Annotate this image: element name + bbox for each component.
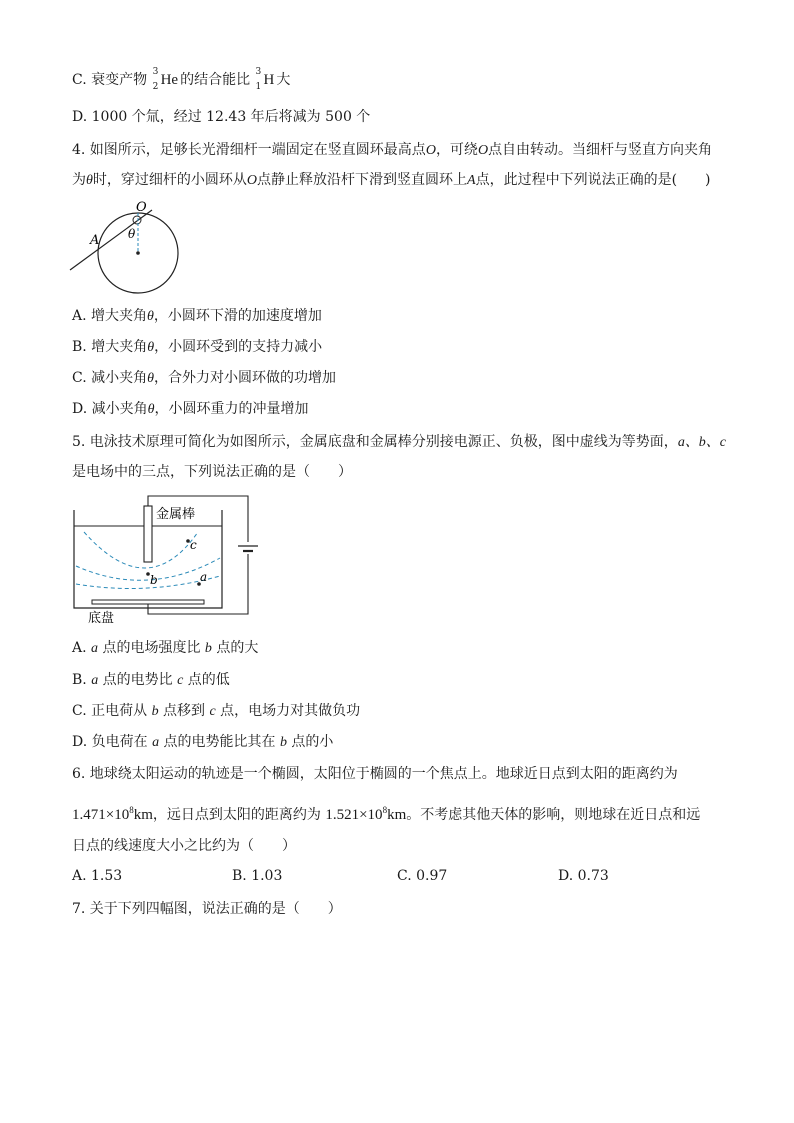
q6-stem-line-1: 6. 地球绕太阳运动的轨迹是一个椭圆，太阳位于椭圆的一个焦点上。地球近日点到太阳的距离约为 [72, 766, 678, 782]
aphelion-distance: $1.521\times 10^8km$ [325, 805, 407, 823]
q4-option-d: D. 减小夹角θ，小圆环重力的冲量增加 [72, 401, 309, 417]
q4-option-b: B. 增大夹角θ，小圆环受到的支持力减小 [72, 339, 323, 355]
q5-stem-line-2: 是电场中的三点，下列说法正确的是（ ） [72, 464, 352, 480]
perihelion-distance: $1.471\times 10^8km$ [72, 805, 153, 823]
q6-stem-line-2: $1.471\times 10^8km$，远日点到太阳的距离约为 $1.521\times 10^8km$。不考虑其他天体的影响，则地球在近日点和远 [72, 805, 701, 823]
tritium-nuclide: 3 1 H [255, 67, 275, 92]
q4-figure-ring-rod [68, 198, 188, 298]
q6-option-a: A. 1.53 [72, 868, 123, 884]
equipotential-line-1 [84, 532, 198, 568]
q6-option-b: B. 1.03 [232, 868, 283, 884]
q6-options [72, 868, 722, 888]
label-A: A [90, 233, 100, 248]
q5-option-b: B. a 点的电势比 c 点的低 [72, 672, 230, 688]
q4-option-c: C. 减小夹角θ，合外力对小圆环做的功增加 [72, 370, 337, 386]
label-O: O [136, 200, 147, 215]
label-b: b [150, 573, 158, 587]
q4-option-a: A. 增大夹角θ，小圆环下滑的加速度增加 [72, 308, 322, 324]
q5-option-a: A. a 点的电场强度比 b 点的大 [72, 640, 259, 656]
q5-option-d: D. 负电荷在 a 点的电势能比其在 b 点的小 [72, 734, 334, 750]
q6-option-d: D. 0.73 [558, 868, 609, 884]
small-ring [133, 216, 141, 224]
q4-stem-line-1: 4. 如图所示，足够长光滑细杆一端固定在竖直圆环最高点O，可绕O点自由转动。当细杆与竖直方向夹角 [72, 142, 713, 158]
q5-stem-line-1: 5. 电泳技术原理可简化为如图所示，金属底盘和金属棒分别接电源正、负极，图中虚线为等势面，a、b、c [72, 434, 727, 450]
q5-figure-electrophoresis [68, 492, 268, 628]
label-theta: θ [128, 227, 136, 241]
label-metal-rod: 金属棒 [156, 507, 196, 522]
label-c: c [190, 538, 197, 552]
ring-center-dot [136, 251, 140, 255]
helium-3-nuclide: 3 2 He [152, 67, 179, 92]
metal-rod [144, 506, 152, 562]
q7-stem: 7. 关于下列四幅图，说法正确的是（ ） [72, 901, 342, 917]
label-a: a [200, 570, 208, 584]
q3-option-c: C. 衰变产物 3 2 He 的结合能比 3 1 H 大 [72, 67, 291, 92]
q6-stem-line-3: 日点的线速度大小之比约为（ ） [72, 838, 296, 854]
base-plate [92, 600, 204, 604]
thin-rod [70, 210, 152, 270]
q3-option-d: D. 1000 个氚，经过 12.43 年后将减为 500 个 [72, 109, 371, 125]
label-base-plate: 底盘 [88, 611, 115, 626]
q4-stem-line-2: 为θ时，穿过细杆的小圆环从O点静止释放沿杆下滑到竖直圆环上A点，此过程中下列说法正确的是( ) [72, 172, 711, 188]
equipotential-line-3 [76, 576, 220, 589]
q5-option-c: C. 正电荷从 b 点移到 c 点，电场力对其做负功 [72, 703, 361, 719]
q6-option-c: C. 0.97 [397, 868, 448, 884]
